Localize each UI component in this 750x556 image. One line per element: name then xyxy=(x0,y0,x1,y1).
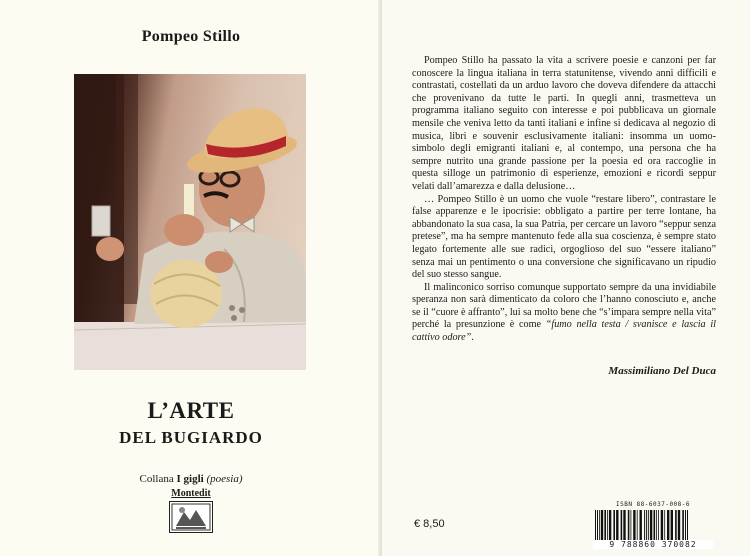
series-line xyxy=(0,473,382,485)
price-label: € 8,50 xyxy=(414,518,445,530)
author-name: Pompeo Stillo xyxy=(141,28,241,45)
back-cover-blurb xyxy=(412,55,716,345)
blurb-signature: Massimiliano Del Duca xyxy=(608,365,716,377)
blurb-paragraph-3 xyxy=(412,282,716,345)
book-title-line2: DEL BUGIARDO xyxy=(119,428,263,447)
cover-photo xyxy=(74,74,306,370)
publisher-logo-icon xyxy=(169,501,213,533)
barcode-number: 9 788860 370082 xyxy=(593,540,713,549)
blurb-paragraph-1: Pompeo Stillo ha passato la vita a scrivere poesie e canzoni per far conoscere la lingua italiana in terra statunitense, vivendo anni difficili e contrastati, costellati da un arduo lavoro che doveva difendere da attacchi che provenivano da tutte le parti. In quegli anni, trasmetteva un programma italiano seguito con interesse e poi pubblicava un giornale mensile che veniva letto da tanti italiani e infine si dedicava al negozio di musica, libri e souvenir esclusivamente italiani: insomma un uomo-simbolo degli emigranti italiani e, al contempo, una persona che ha sempre nutrito una grande passione per la poesia ed ora raccoglie in questa silloge un patrimonio di esperienze, emozioni e ricordi seppur velati dall’amarezza e dalla delusione… xyxy=(412,55,716,192)
blurb-quote: “fumo nella testa / svanisce e lascia il cattivo odore” xyxy=(412,319,716,344)
blurb-paragraph-2: … Pompeo Stillo è un uomo che vuole “restare libero”, contrastare le false apparenze e le ipocrisie: obbligato a partire per terre lontane, ha abbandonato la sua casa, la sua Patria, per cercare un lavoro “seppur senza pretese”, ma ha sempre mantenuto fede alla sua coscienza, è sempre stato legato fortemente alle sue radici, orgoglioso del suo “essere italiano” senza mai un pentimento o una conversione che significavano un ripudio del suo stesso sangue. xyxy=(412,193,716,281)
series-genre: (poesia) xyxy=(206,473,243,485)
blurb-paragraph-3-text: Il malinconico sorriso comunque supportato sempre da una invidiabile speranza non sarà dimenticato da coloro che l’hanno conosciuto e, anche se il “cuore è affranto”, lui sa molto bene che “s’impara sempre nella vita” perché la presunzione è come xyxy=(412,281,716,331)
isbn-label: ISBN 88-6037-008-6 xyxy=(615,501,691,508)
blurb-paragraph-3-end: . xyxy=(471,332,474,344)
barcode-icon xyxy=(593,510,713,542)
cover-photo-illustration xyxy=(74,74,306,370)
series-name: I gigli xyxy=(176,473,204,485)
book-title-line1: L’ARTE xyxy=(147,398,235,423)
series-prefix: Collana xyxy=(139,473,174,485)
publisher-name: Montedit xyxy=(171,488,211,499)
publisher-block xyxy=(166,488,216,533)
